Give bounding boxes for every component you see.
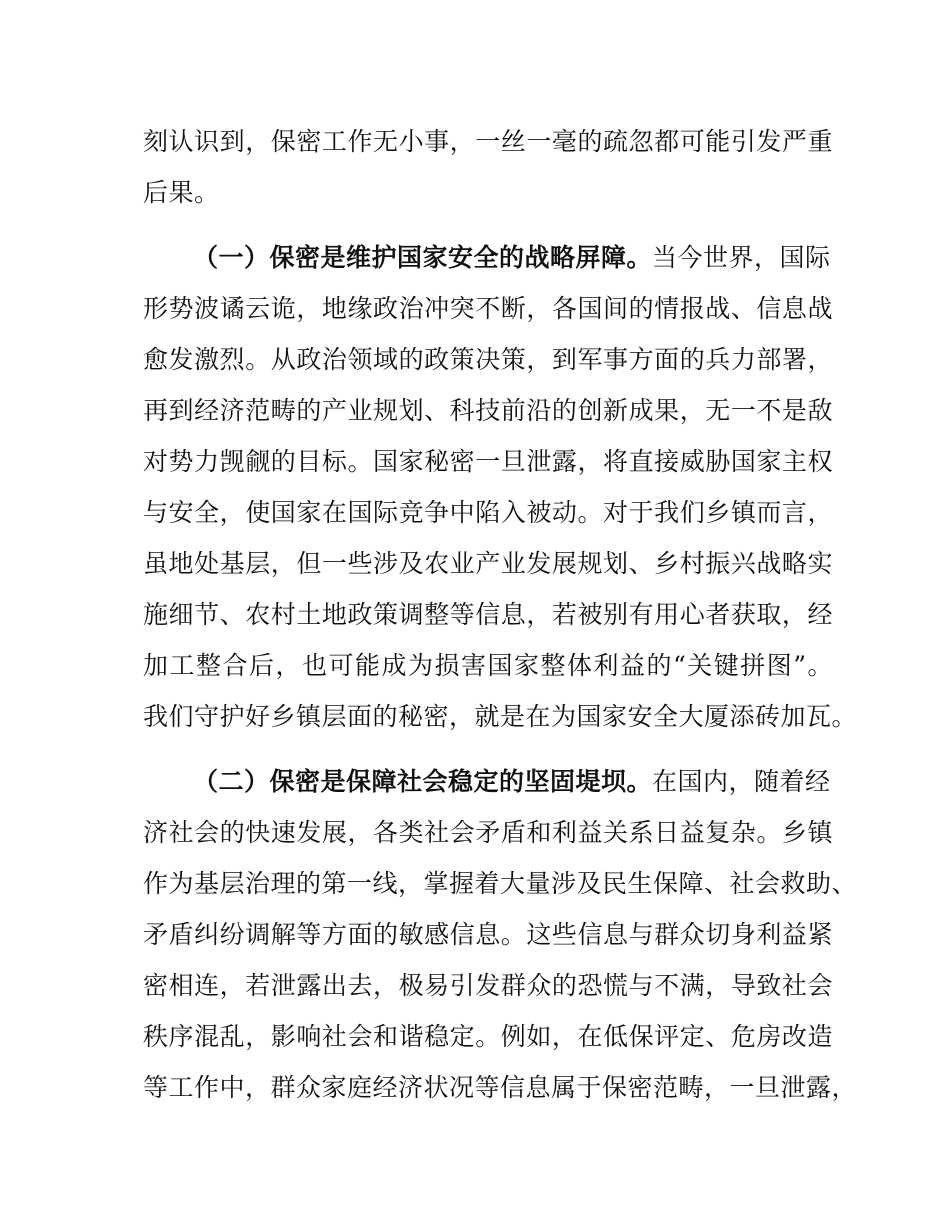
text-line: 刻认识到，保密工作无小事，一丝一毫的疏忽都可能引发严重 — [143, 127, 833, 156]
text-line: 后果。 — [143, 178, 220, 207]
text-line: 虽地处基层，但一些涉及农业产业发展规划、乡村振兴战略实 — [143, 549, 833, 578]
text-line: 秩序混乱，影响社会和谐稳定。例如，在低保评定、危房改造 — [143, 1022, 833, 1051]
text-line: 愈发激烈。从政治领域的政策决策，到军事方面的兵力部署， — [143, 345, 833, 374]
text-line: 济社会的快速发展，各类社会矛盾和利益关系日益复杂。乡镇 — [143, 818, 833, 847]
text-line: 等工作中，群众家庭经济状况等信息属于保密范畴，一旦泄露， — [143, 1073, 858, 1102]
text-line: 再到经济范畴的产业规划、科技前沿的创新成果，无一不是敌 — [143, 396, 833, 425]
section-2-lead: 在国内，随着经 — [652, 767, 831, 796]
section-2-heading: （二）保密是保障社会稳定的坚固堤坝。 — [193, 767, 653, 796]
text-line: 加工整合后，也可能成为损害国家整体利益的“关键拼图”。 — [143, 651, 833, 680]
text-line: 密相连，若泄露出去，极易引发群众的恐慌与不满，导致社会 — [143, 971, 833, 1000]
section-1-lead: 当今世界，国际 — [652, 243, 831, 272]
text-line: 与安全，使国家在国际竞争中陷入被动。对于我们乡镇而言， — [143, 498, 833, 527]
text-line: 作为基层治理的第一线，掌握着大量涉及民生保障、社会救助、 — [143, 869, 858, 898]
section-1-first-line — [193, 243, 833, 273]
text-line: 矛盾纠纷调解等方面的敏感信息。这些信息与群众切身利益紧 — [143, 920, 833, 949]
text-line: 形势波谲云诡，地缘政治冲突不断，各国间的情报战、信息战 — [143, 294, 833, 323]
text-line: 施细节、农村土地政策调整等信息，若被别有用心者获取，经 — [143, 600, 833, 629]
section-2-first-line — [193, 767, 833, 797]
section-1-heading: （一）保密是维护国家安全的战略屏障。 — [193, 243, 653, 272]
text-line: 对势力觊觎的目标。国家秘密一旦泄露，将直接威胁国家主权 — [143, 447, 833, 476]
text-line: 我们守护好乡镇层面的秘密，就是在为国家安全大厦添砖加瓦。 — [143, 702, 858, 731]
